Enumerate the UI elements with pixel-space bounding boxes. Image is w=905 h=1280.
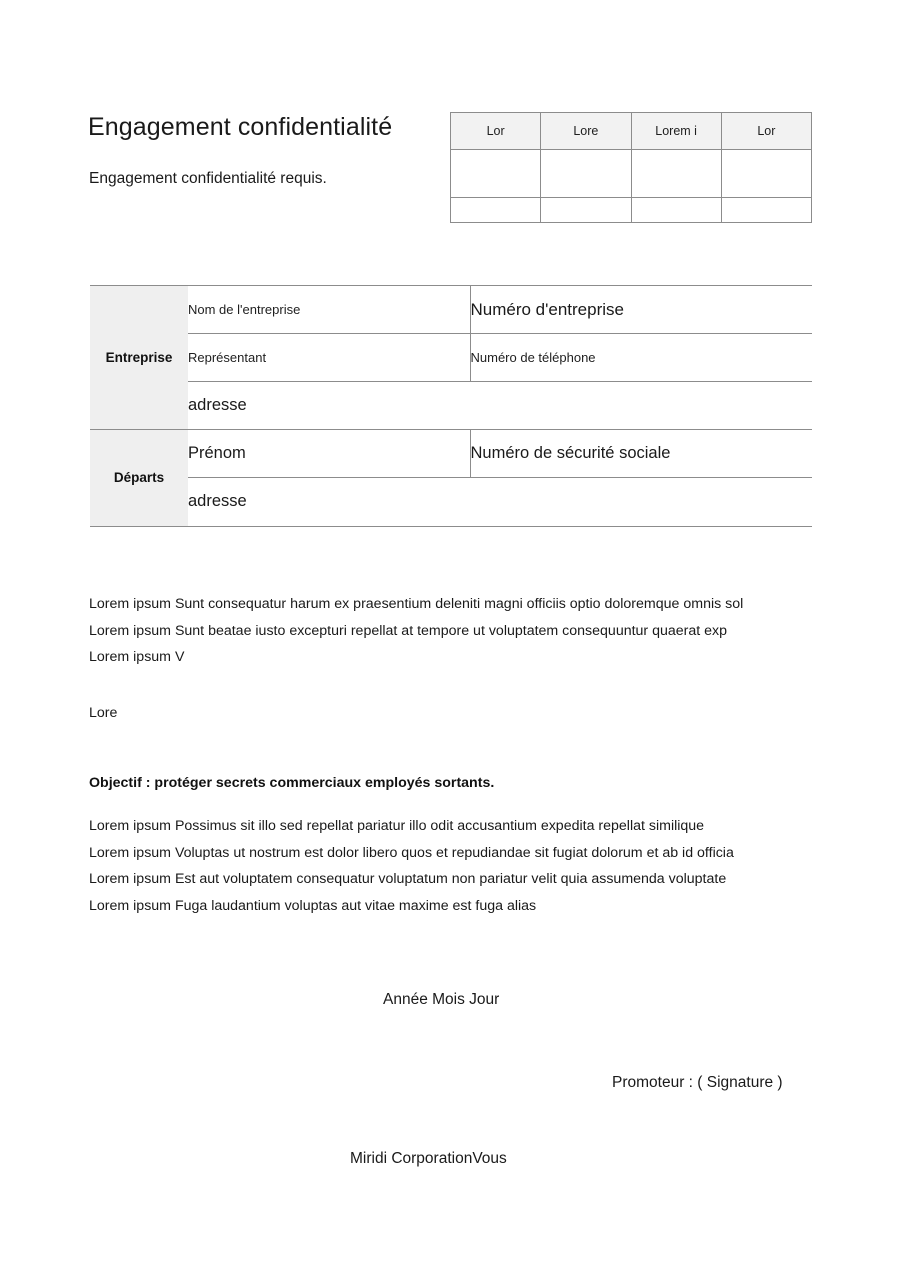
- field-company-number[interactable]: Numéro d'entreprise: [470, 286, 812, 334]
- paragraph-line: Lorem ipsum Sunt beatae iusto excepturi repellat at tempore ut voluptatem consequuntur quaerat exp: [89, 622, 728, 639]
- meta-table-cell[interactable]: [721, 150, 811, 198]
- field-representative[interactable]: Représentant: [188, 334, 470, 382]
- form-row-first-name: [90, 430, 812, 478]
- company-name: Miridi CorporationVous: [350, 1150, 507, 1167]
- meta-table-row: [451, 198, 812, 223]
- form-row-company-address: [90, 382, 812, 430]
- section-label-departs: Départs: [90, 430, 188, 526]
- paragraph-line: Lorem ipsum Est aut voluptatem consequatur voluptatum non pariatur velit quia assumenda voluptate: [89, 871, 727, 887]
- meta-table-header-cell: Lor: [721, 113, 811, 150]
- field-employee-address[interactable]: adresse: [188, 478, 470, 526]
- body-paragraph-1: [89, 591, 743, 671]
- form-table-bottom-rule: [90, 526, 812, 527]
- field-employee-address-extra[interactable]: [470, 478, 812, 526]
- field-company-name[interactable]: Nom de l'entreprise: [188, 286, 470, 334]
- meta-table-cell[interactable]: [541, 198, 631, 223]
- meta-table-row: [451, 150, 812, 198]
- form-table: [90, 285, 812, 526]
- meta-table-cell[interactable]: [721, 198, 811, 223]
- body-paragraph-2: [89, 813, 734, 919]
- field-social-security-number[interactable]: Numéro de sécurité sociale: [470, 430, 812, 478]
- meta-table-cell[interactable]: [541, 150, 631, 198]
- objective-heading: Objectif : protéger secrets commerciaux employés sortants.: [89, 775, 495, 791]
- paragraph-line: Lorem ipsum Voluptas ut nostrum est dolor libero quos et repudiandae sit fugiat dolorum et ab id officia: [89, 844, 734, 861]
- date-placeholder: Année Mois Jour: [383, 991, 500, 1008]
- form-row-employee-address: [90, 478, 812, 526]
- meta-table-header-cell: Lore: [541, 113, 631, 150]
- meta-table: [450, 112, 812, 223]
- form-row-representative: [90, 334, 812, 382]
- field-first-name[interactable]: Prénom: [188, 430, 470, 478]
- paragraph-line: Lorem ipsum Sunt consequatur harum ex praesentium deleniti magni officiis optio doloremque omnis sol: [89, 596, 744, 612]
- meta-table-cell[interactable]: [451, 150, 541, 198]
- paragraph-line: Lorem ipsum Possimus sit illo sed repellat pariatur illo odit accusantium expedita repellat similique: [89, 818, 705, 834]
- meta-table-header-cell: Lor: [451, 113, 541, 150]
- signature-placeholder: Promoteur : ( Signature ): [612, 1074, 783, 1091]
- meta-table-cell[interactable]: [451, 198, 541, 223]
- field-phone-number[interactable]: Numéro de téléphone: [470, 334, 812, 382]
- field-company-address-extra[interactable]: [470, 382, 812, 430]
- page-title: Engagement confidentialité: [88, 113, 393, 141]
- body-standalone-line: [89, 700, 117, 727]
- meta-table-cell[interactable]: [631, 150, 721, 198]
- paragraph-line: Lore: [89, 705, 118, 721]
- meta-table-header-row: [451, 113, 812, 150]
- paragraph-line: Lorem ipsum Fuga laudantium voluptas aut vitae maxime est fuga alias: [89, 897, 537, 914]
- paragraph-line: Lorem ipsum V: [89, 649, 185, 665]
- field-company-address[interactable]: adresse: [188, 382, 470, 430]
- page-subtitle: Engagement confidentialité requis.: [89, 170, 327, 187]
- form-row-company-name: [90, 286, 812, 334]
- meta-table-header-cell: Lorem i: [631, 113, 721, 150]
- meta-table-cell[interactable]: [631, 198, 721, 223]
- section-label-entreprise: Entreprise: [90, 286, 188, 430]
